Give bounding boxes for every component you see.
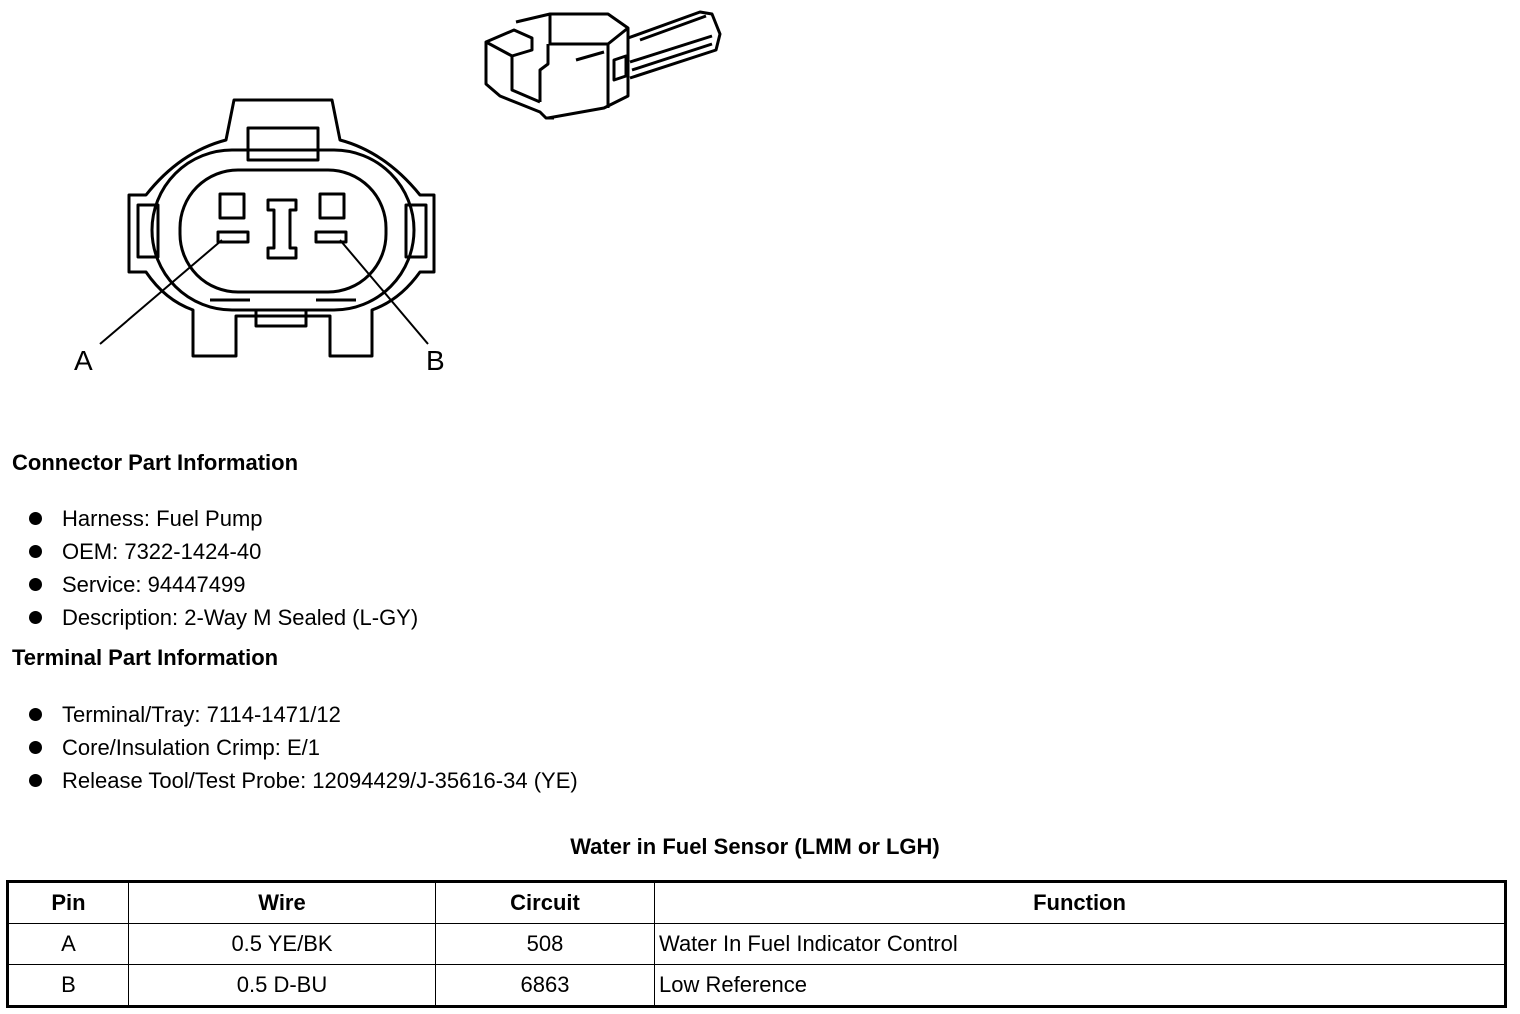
circuit-cell: 508 xyxy=(436,924,655,965)
bullet-icon xyxy=(29,741,42,754)
connector-3d-view xyxy=(486,12,720,118)
terminal-part-info-list xyxy=(28,698,578,797)
list-item: Description: 2-Way M Sealed (L-GY) xyxy=(28,601,418,634)
table-row xyxy=(8,924,1506,965)
bullet-icon xyxy=(29,578,42,591)
connector-housing-outline xyxy=(129,100,434,356)
function-cell: Low Reference xyxy=(655,965,1506,1007)
column-header-function: Function xyxy=(655,882,1506,924)
wire-cell: 0.5 YE/BK xyxy=(129,924,436,965)
column-header-circuit: Circuit xyxy=(436,882,655,924)
bullet-icon xyxy=(29,774,42,787)
pin-cell: B xyxy=(8,965,129,1007)
connector-diagram xyxy=(0,0,760,400)
bullet-icon xyxy=(29,545,42,558)
connector-center-post xyxy=(268,200,296,258)
list-item: Service: 94447499 xyxy=(28,568,418,601)
wire-cell: 0.5 D-BU xyxy=(129,965,436,1007)
table-header-row xyxy=(8,882,1506,924)
column-header-wire: Wire xyxy=(129,882,436,924)
pin-b-label: B xyxy=(426,345,445,376)
right-side-rib xyxy=(406,205,426,257)
connector-seal-ring-outer xyxy=(152,150,414,310)
bullet-icon xyxy=(29,708,42,721)
terminal-b-cavity xyxy=(320,194,344,218)
table-row xyxy=(8,965,1506,1007)
list-item: Harness: Fuel Pump xyxy=(28,502,418,535)
pin-cell: A xyxy=(8,924,129,965)
terminal-part-info-heading: Terminal Part Information xyxy=(12,645,279,670)
terminal-a-cavity xyxy=(220,194,244,218)
pin-a-label: A xyxy=(74,345,93,376)
circuit-cell: 6863 xyxy=(436,965,655,1007)
column-header-pin: Pin xyxy=(8,882,129,924)
function-cell: Water In Fuel Indicator Control xyxy=(655,924,1506,965)
connector-part-info-heading: Connector Part Information xyxy=(12,450,299,475)
list-item: Terminal/Tray: 7114-1471/12 xyxy=(28,698,578,731)
list-item: Release Tool/Test Probe: 12094429/J-35616-34 (YE) xyxy=(28,764,578,797)
pin-a-leader-line xyxy=(100,240,222,344)
pinout-table xyxy=(6,880,1507,1008)
bullet-icon xyxy=(29,512,42,525)
connector-bottom-key xyxy=(256,310,306,326)
connector-part-info-list xyxy=(28,502,418,634)
terminal-a-blade xyxy=(218,232,248,242)
connector-lock-tab xyxy=(248,128,318,160)
list-item: Core/Insulation Crimp: E/1 xyxy=(28,731,578,764)
bullet-icon xyxy=(29,611,42,624)
list-item: OEM: 7322-1424-40 xyxy=(28,535,418,568)
table-title: Water in Fuel Sensor (LMM or LGH) xyxy=(570,834,940,859)
connector-cavity xyxy=(180,170,386,292)
